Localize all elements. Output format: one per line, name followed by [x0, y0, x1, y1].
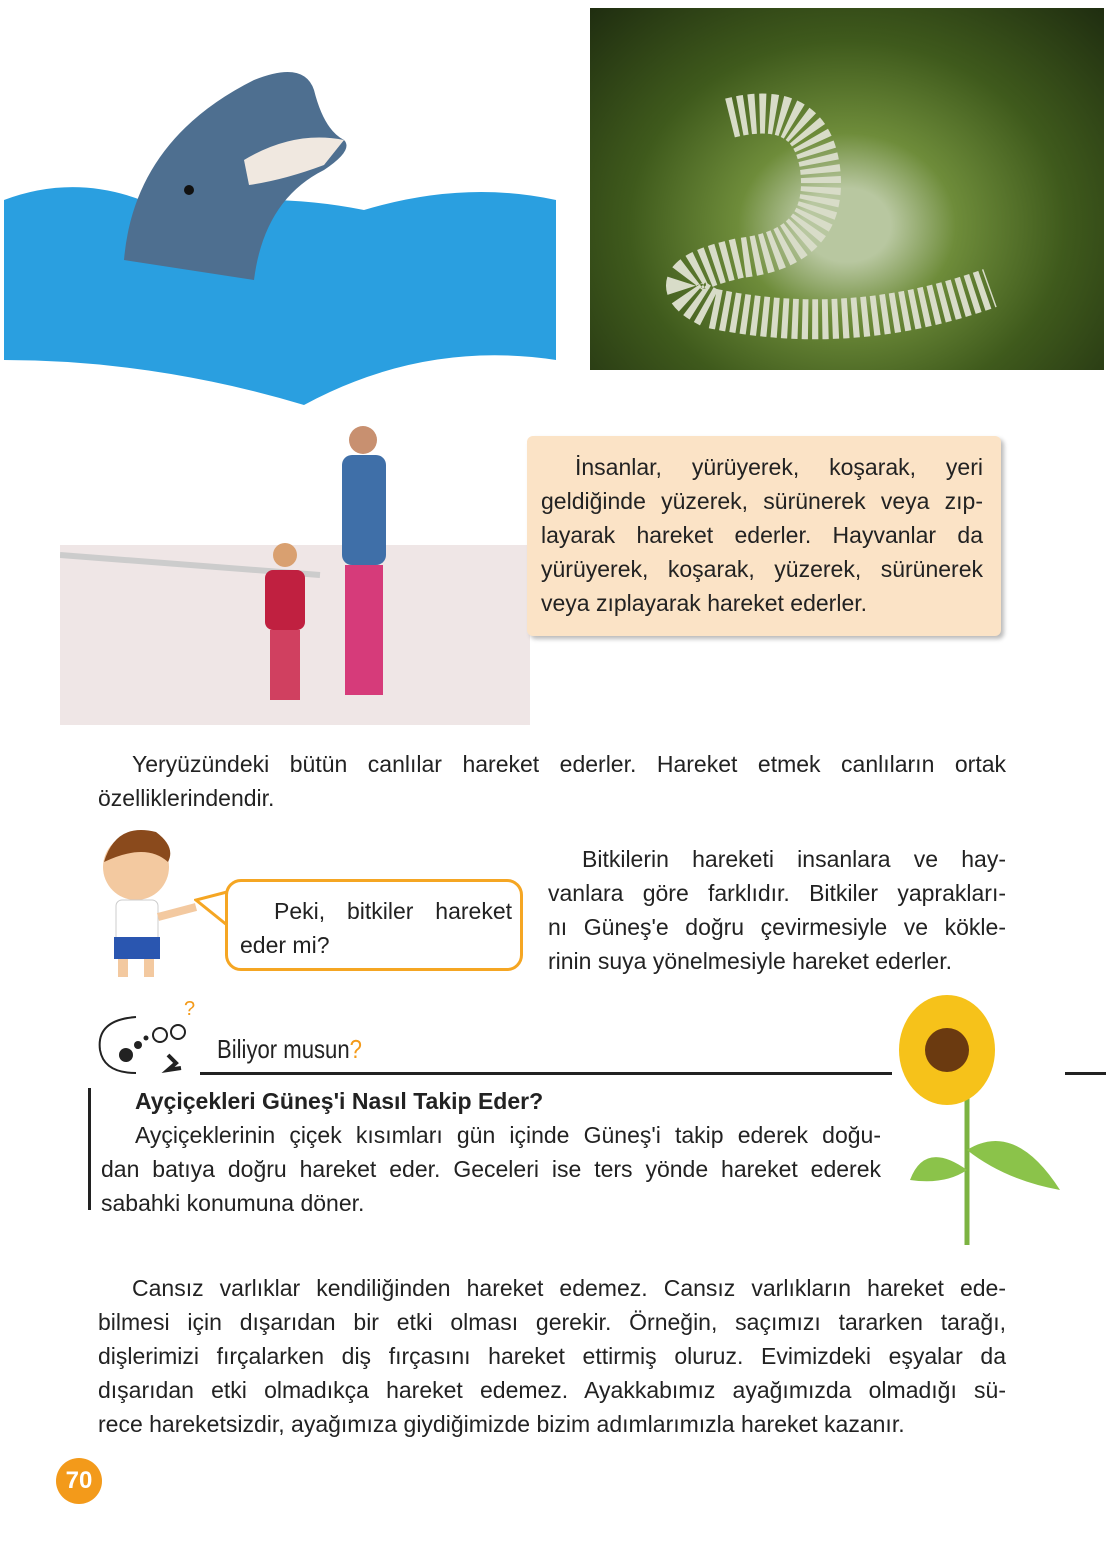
bubble-line: eder mi? — [240, 932, 330, 958]
paragraph-line: dışarıdan etki olmadıkça hareket edemez. Ayakkabımız ayağımızda olmadığı sü- — [98, 1377, 1006, 1403]
paragraph-line: Cansız varlıklar kendiliğinden hareket edemez. Cansız varlıkların hareket ede- — [132, 1275, 1006, 1301]
dolphin-image — [4, 60, 556, 405]
question-mark: ? — [349, 1034, 362, 1064]
paragraph-line: sabahki konumuna döner. — [101, 1190, 365, 1216]
label-text: Biliyor musun — [217, 1034, 350, 1064]
did-you-know-title: Ayçiçekleri Güneş'i Nasıl Takip Eder? — [135, 1088, 544, 1114]
divider — [1065, 1072, 1106, 1075]
info-line: veya zıplayarak hareket ederler. — [541, 590, 868, 616]
info-box — [527, 436, 1001, 636]
paragraph-line: nı Güneş'e doğru çevirmesiyle ve kökle- — [548, 914, 1006, 940]
paragraph-line: vanlara göre farklıdır. Bitkiler yaprakları- — [548, 880, 1006, 906]
page-number: 70 — [56, 1458, 102, 1504]
paragraph-line: Ayçiçeklerinin çiçek kısımları gün içinde Güneş'i takip ederek doğu- — [135, 1122, 881, 1148]
paragraph-living-things — [98, 747, 1006, 815]
paragraph-line: rece hareketsizdir, ayağımıza giydiğimizde bizim adımlarımızla hareket kazanır. — [98, 1411, 905, 1437]
paragraph-line: Bitkilerin hareketi insanlara ve hay- — [582, 846, 1006, 872]
paragraph-line: bilmesi için dışarıdan bir etki olması gerekir. Örneğin, saçımızı tararken tarağı, — [98, 1309, 1006, 1335]
speech-bubble — [225, 879, 523, 971]
paragraph-plants — [548, 842, 1006, 978]
paragraph-line: özelliklerindendir. — [98, 785, 275, 811]
snake-image — [590, 8, 1104, 370]
vertical-bar — [88, 1088, 91, 1210]
paragraph-nonliving — [98, 1271, 1006, 1441]
paragraph-line: Yeryüzündeki bütün canlılar hareket ederler. Hareket etmek canlıların ortak — [132, 751, 1006, 777]
paragraph-line: dişlerimizi fırçalarken diş fırçasını hareket ettirmiş oluruz. Evimizdeki eşyalar da — [98, 1343, 1006, 1369]
info-line: layarak hareket ederler. Hayvanlar da — [541, 522, 983, 548]
did-you-know-box — [101, 1084, 881, 1220]
svg-text:?: ? — [184, 998, 196, 1020]
thinking-icon — [96, 995, 216, 1077]
sunflower-image — [895, 990, 1065, 1250]
paragraph-line: rinin suya yönelmesiyle hareket ederler. — [548, 948, 952, 974]
info-line: geldiğinde yüzerek, sürünerek veya zıp- — [541, 488, 983, 514]
did-you-know-label — [217, 1034, 362, 1065]
paragraph-line: dan batıya doğru hareket eder. Geceleri ise ters yönde hareket ederek — [101, 1156, 881, 1182]
info-line: İnsanlar, yürüyerek, koşarak, yeri — [575, 454, 983, 480]
bubble-line: Peki, bitkiler hareket — [274, 898, 512, 924]
divider — [200, 1072, 892, 1075]
boy-cartoon-image — [96, 822, 206, 987]
info-line: yürüyerek, koşarak, yüzerek, sürünerek — [541, 556, 983, 582]
people-running-image — [60, 425, 530, 725]
